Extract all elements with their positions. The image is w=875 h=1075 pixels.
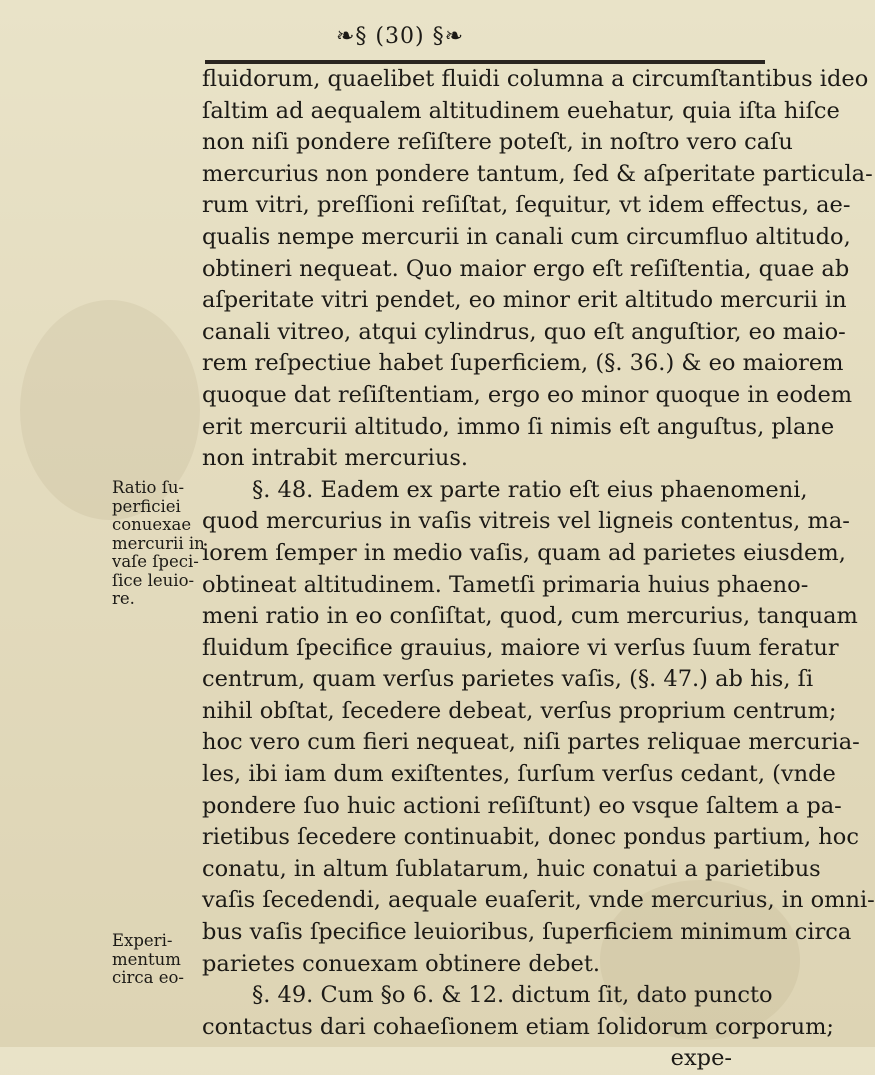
text-line: ſaltim ad aequalem altitudinem euehatur, quia iſta hiſce (202, 97, 840, 124)
text-line: fluidum ſpecifice grauius, maiore vi verſus ſuum feratur (202, 634, 839, 661)
text-line: canali vitreo, atqui cylindrus, quo eſt anguſtior, eo maio- (202, 318, 846, 345)
text-line: hoc vero cum fieri nequeat, niſi partes reliquae mercuria- (202, 729, 860, 756)
margin-line: Experi- (112, 931, 173, 950)
text-line: qualis nempe mercurii in canali cum circumfluo altitudo, (202, 223, 851, 250)
catchword: expe- (670, 1045, 732, 1072)
text-line: contactus dari cohaeſionem etiam ſolidorum corporum; (202, 1013, 834, 1040)
margin-line: mentum (112, 949, 181, 969)
page-header: ❧§ (30) §❧ (335, 24, 464, 49)
section-heading-49: §. 49. Cum §o 6. & 12. dictum ſit, dato puncto (252, 982, 773, 1009)
text-line: non intrabit mercurius. (202, 445, 469, 472)
text-line: rietibus ſecedere continuabit, donec pondus partium, hoc (202, 824, 859, 851)
margin-line: Ratio ſu- (112, 478, 185, 497)
text-line: obtineat altitudinem. Tametſi primaria huius phaeno- (202, 571, 809, 598)
text-line: rum vitri, preſſioni reſiſtat, ſequitur, vt idem effectus, ae- (202, 192, 851, 219)
text-line: iorem ſemper in medio vaſis, quam ad parietes eiusdem, (202, 539, 846, 566)
text-line: rem reſpectiue habet ſuperficiem, (§. 36.) & eo maiorem (202, 350, 844, 377)
text-line: vaſis ſecedendi, aequale euaſerit, vnde mercurius, in omni- (202, 887, 875, 914)
margin-line: vaſe ſpeci- (112, 552, 199, 571)
text-line: meni ratio in eo conſiſtat, quod, cum mercurius, tanquam (202, 603, 858, 630)
margin-line: circa eo- (112, 968, 185, 987)
text-line: nihil obſtat, ſecedere debeat, verſus proprium centrum; (202, 697, 837, 724)
text-line: quod mercurius in vaſis vitreis vel ligneis contentus, ma- (202, 508, 850, 535)
text-line: non niſi pondere reſiſtere poteſt, in noſtro vero caſu (202, 129, 793, 156)
text-line: mercurius non pondere tantum, ſed & aſperitate particula- (202, 160, 873, 187)
margin-note-experimentum (112, 932, 202, 988)
text-line: obtineri nequeat. Quo maior ergo eſt reſiſtentia, quae ab (202, 255, 850, 282)
text-line: erit mercurii altitudo, immo ſi nimis eſt anguſtus, plane (202, 413, 835, 440)
text-line: conatu, in altum ſublatarum, huic conatui a parietibus (202, 855, 821, 882)
margin-line: mercurii in (112, 533, 205, 553)
margin-line: re. (112, 589, 135, 608)
text-line: aſperitate vitri pendet, eo minor erit altitudo mercurii in (202, 287, 847, 314)
text-line: fluidorum, quaelibet fluidi columna a circumſtantibus ideo (202, 66, 869, 92)
text-line: parietes conuexam obtinere debet. (202, 950, 601, 977)
body-text (202, 64, 875, 1075)
text-line: bus vaſis ſpecifice leuioribus, ſuperficiem minimum circa (202, 919, 852, 946)
margin-line: perficiei (112, 496, 181, 516)
text-line: pondere ſuo huic actioni reſiſtunt) eo vsque ſaltem a pa- (202, 792, 842, 819)
margin-note-ratio (112, 478, 205, 609)
text-line: centrum, quam verſus parietes vaſis, (§. 47.) ab his, ſi (202, 666, 814, 693)
section-heading-48: §. 48. Eadem ex parte ratio eſt eius phaenomeni, (252, 476, 808, 503)
text-line: quoque dat reſiſtentiam, ergo eo minor quoque in eodem (202, 381, 853, 408)
margin-line: ſice leuio- (112, 570, 195, 590)
margin-line: conuexae (112, 515, 192, 534)
text-line: les, ibi iam dum exiſtentes, ſurſum verſus cedant, (vnde (202, 761, 836, 788)
